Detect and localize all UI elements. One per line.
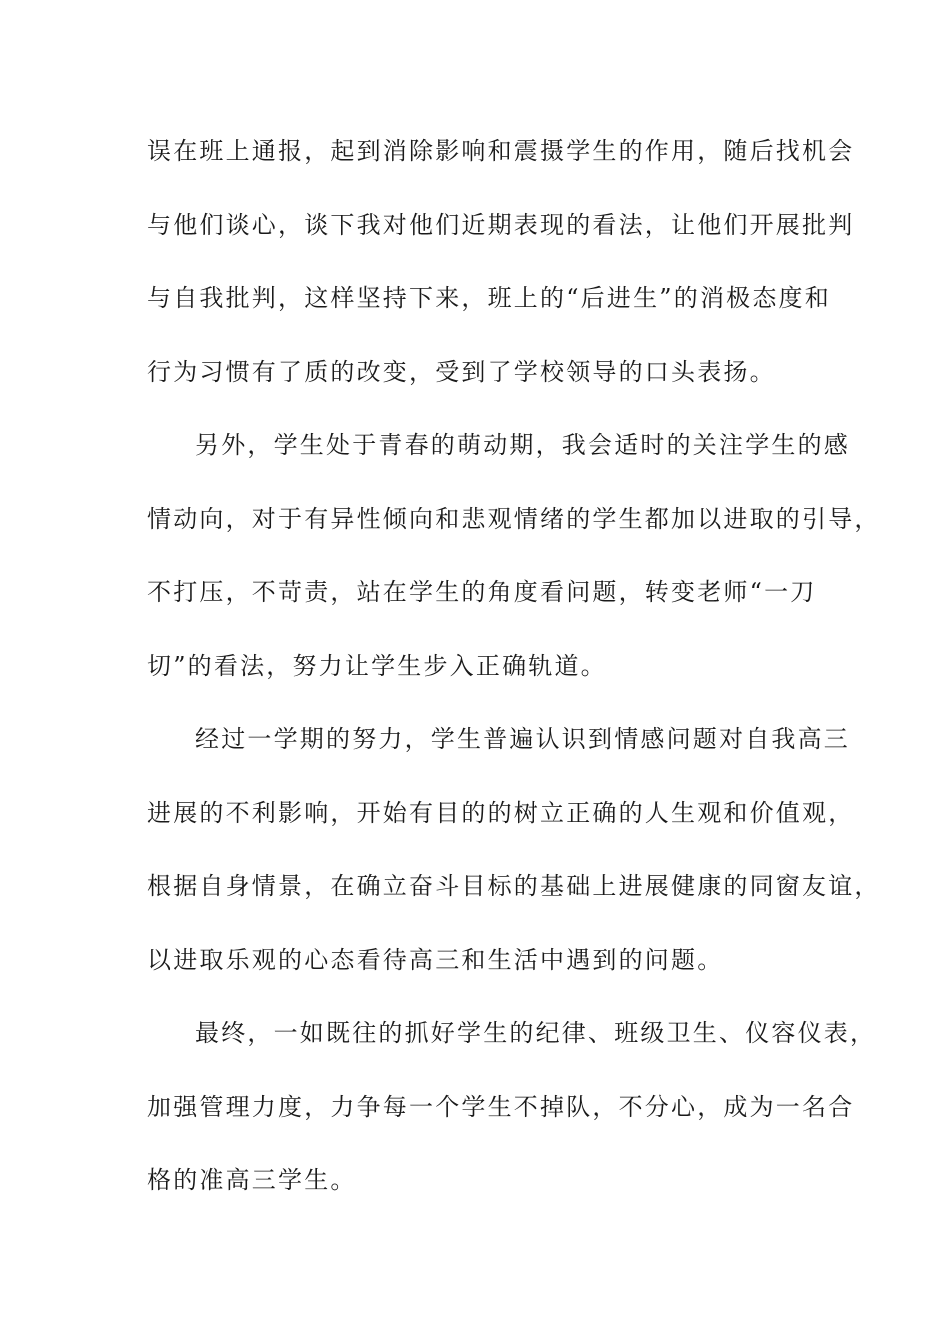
paragraph-1-line-3: 与自我批判，这样坚持下来，班上的“后进生”的消极态度和 xyxy=(147,284,831,312)
paragraph-4-line-3: 格的准高三学生。 xyxy=(147,1166,357,1194)
document-body xyxy=(147,126,881,1229)
paragraph-1-line-2: 与他们谈心，谈下我对他们近期表现的看法，让他们开展批判 xyxy=(147,210,855,239)
paragraph-2-line-4: 切”的看法，努力让学生步入正确轨道。 xyxy=(147,651,607,680)
paragraph-2-line-3: 不打压，不苛责，站在学生的角度看问题，转变老师“一刀 xyxy=(147,578,817,606)
paragraph-3-line-2: 进展的不利影响，开始有目的的树立正确的人生观和价值观， xyxy=(147,798,855,827)
paragraph-2-line-2: 情动向，对于有异性倾向和悲观情绪的学生都加以进取的引导， xyxy=(147,504,881,533)
paragraph-2-line-1: 另外，学生处于青春的萌动期，我会适时的关注学生的感 xyxy=(195,431,850,459)
paragraph-4-line-2: 加强管理力度，力争每一个学生不掉队，不分心，成为一名合 xyxy=(147,1092,855,1121)
paragraph-3-line-1: 经过一学期的努力，学生普遍认识到情感问题对自我高三 xyxy=(195,725,850,753)
paragraph-3-line-4: 以进取乐观的心态看待高三和生活中遇到的问题。 xyxy=(147,945,724,974)
paragraph-1-line-4: 行为习惯有了质的改变，受到了学校领导的口头表扬。 xyxy=(147,357,776,386)
paragraph-1-line-1: 误在班上通报，起到消除影响和震摄学生的作用，随后找机会 xyxy=(147,137,855,165)
paragraph-3-line-3: 根据自身情景，在确立奋斗目标的基础上进展健康的同窗友谊， xyxy=(147,872,881,900)
paragraph-4-line-1: 最终，一如既往的抓好学生的纪律、班级卫生、仪容仪表， xyxy=(195,1019,877,1047)
